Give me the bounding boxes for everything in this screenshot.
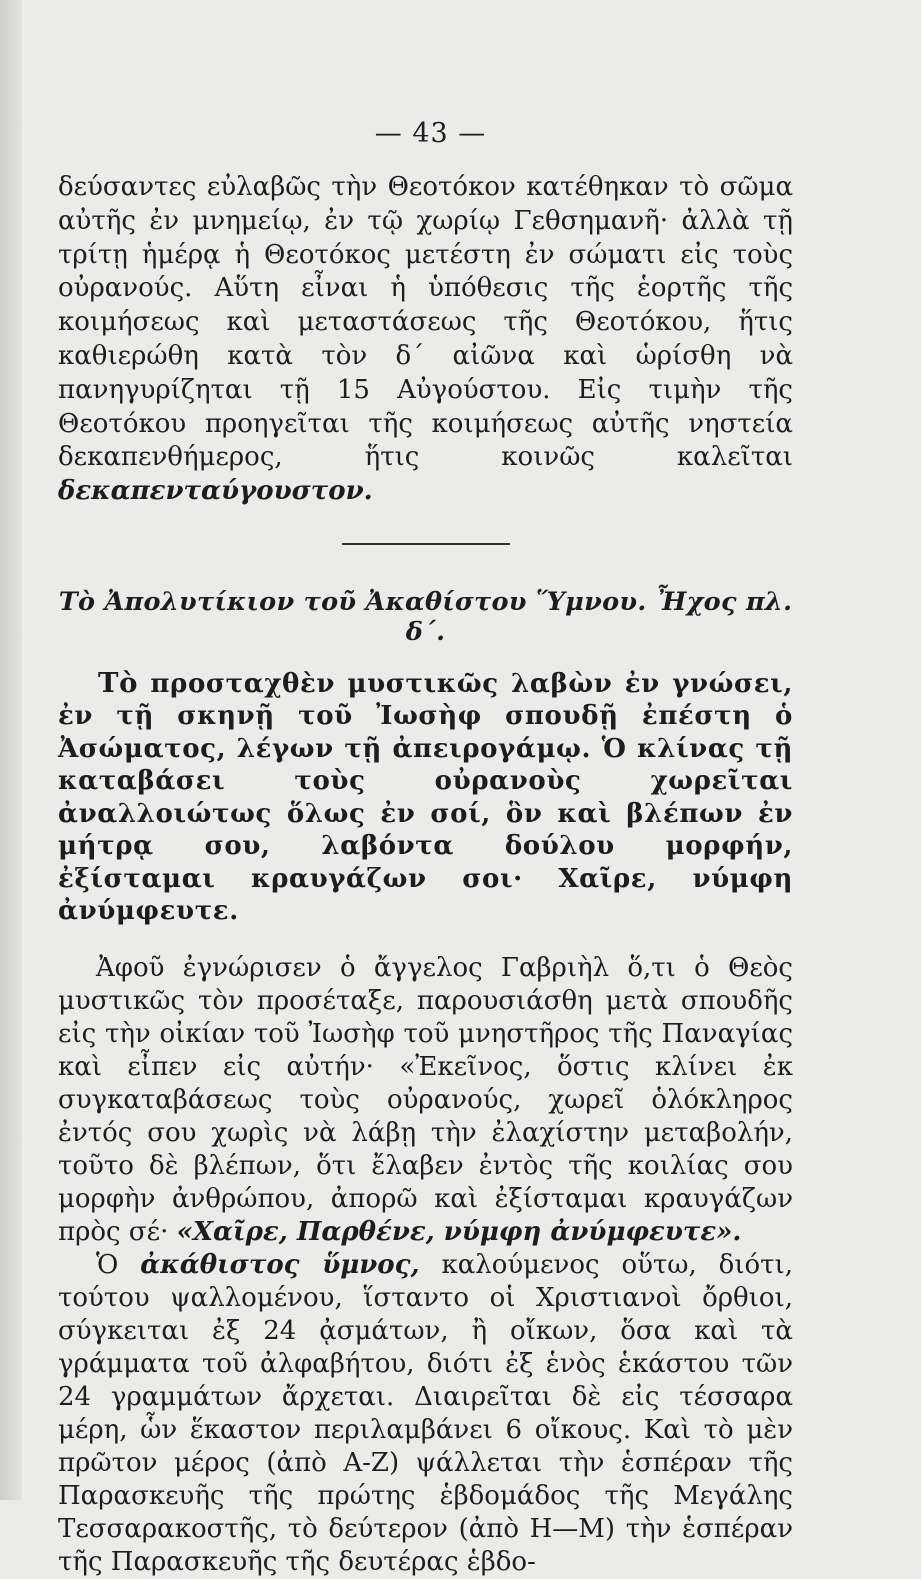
akathist-bold-term: ἀκάθιστος ὕμνος,	[140, 1249, 420, 1280]
hymn-text	[58, 667, 793, 928]
akathist-lead: Ὁ	[96, 1249, 119, 1280]
hymn-body: προσταχθὲν μυστικῶς λαβὼν ἐν γνώσει, ἐν τῇ σκηνῇ τοῦ Ἰωσὴφ σπουδῇ ἐπέστη ὁ Ἀσώματος, λέγων τῇ ἀπειρογάμῳ. Ὁ κλίνας τῇ καταβάσει τοὺς οὐρανοὺς χωρεῖται ἀναλλοιώτως ὅλως ἐν σοί, ὃν καὶ βλέπων ἐν μήτρᾳ σου, λαβόντα δούλου μορφήν, ἐξίσταμαι κραυγάζων σοι· Χαῖρε, νύμφη ἀνύμφευτε.	[58, 668, 793, 927]
page-binding-edge	[0, 0, 22, 1500]
akathist-text: καλούμενος οὕτω, διότι, τούτου ψαλλομένου, ἵσταντο οἱ Χριστιανοὶ ὄρθιοι, σύγκειται ἐξ 24 ᾀσμάτων, ἢ οἴκων, ὅσα καὶ τὰ γράμματα τοῦ ἀλφαβήτου, διότι ἐξ ἑνὸς ἑκάστου τῶν 24 γραμμάτων ἄρχεται. Διαιρεῖται δὲ εἰς τέσσαρα μέρη, ὧν ἕκαστον περιλαμβάνει 6 οἴκους. Καὶ τὸ μὲν πρῶτον μέρος (ἀπὸ Α-Ζ) ψάλλεται τὴν ἑσπέραν τῆς Παρασκευῆς τῆς πρώτης ἑβδομάδος τῆς Μεγάλης Τεσσαρακοστῆς, τὸ δεύτερον (ἀπὸ Η—Μ) τὴν ἑσπέραν τῆς Παρασκευῆς τῆς δευτέρας ἑβδο-	[58, 1249, 794, 1577]
hymn-opening: Τὸ	[98, 666, 139, 699]
book-page	[58, 118, 793, 1579]
intro-paragraph	[58, 171, 793, 509]
explanation-bold-quote: «Χαῖρε, Παρθένε, νύμφη ἀνύμφευτε».	[176, 1216, 742, 1247]
section-divider	[342, 543, 510, 545]
intro-bold-word: δεκαπενταύγουστον.	[58, 476, 373, 507]
explanation-paragraph	[58, 952, 793, 1249]
page-number: — 43 —	[374, 118, 487, 149]
explanation-text: Ἀφοῦ ἐγνώρισεν ὁ ἄγγελος Γαβριὴλ ὅ,τι ὁ Θεὸς μυστικῶς τὸν προσέταξε, παρουσιάσθη μετὰ σπουδῆς εἰς τὴν οἰκίαν τοῦ Ἰωσὴφ τοῦ μνηστῆρος τῆς Παναγίας καὶ εἶπεν εἰς αὐτήν· «Ἐκεῖνος, ὅστις κλίνει ἐκ συγκαταβάσεως τοὺς οὐρανούς, χωρεῖ ὁλόκληρος ἐντός σου χωρὶς νὰ λάβῃ τὴν ἐλαχίστην μεταβολήν, τοῦτο δὲ βλέπων, ὅτι ἔλαβεν ἐντὸς τῆς κοιλίας σου μορφὴν ἀνθρώπου, ἀπορῶ καὶ ἐξίσταμαι κραυγάζων πρὸς σέ·	[58, 952, 793, 1247]
akathist-paragraph	[58, 1249, 793, 1579]
hymn-title: Τὸ Ἀπολυτίκιον τοῦ Ἀκαθίστου Ὕμνου. Ἦχος πλ. δ΄.	[58, 586, 793, 647]
intro-text: δεύσαντες εὐλαβῶς τὴν Θεοτόκον κατέθηκαν τὸ σῶμα αὐτῆς ἐν μνημείῳ, ἐν τῷ χωρίῳ Γεθσημανῆ· ἀλλὰ τῇ τρίτῃ ἡμέρᾳ ἡ Θεοτόκος μετέστη ἐν σώματι εἰς τοὺς οὐρανούς. Αὕτη εἶναι ἡ ὑπόθεσις τῆς ἑορτῆς τῆς κοιμήσεως καὶ μεταστάσεως τῆς Θεοτόκου, ἥτις καθιερώθη κατὰ τὸν δ΄ αἰῶνα καὶ ὡρίσθη νὰ πανηγυρίζηται τῇ 15 Αὐγούστου. Εἰς τιμὴν τῆς Θεοτόκου προηγεῖται τῆς κοιμήσεως αὐτῆς νηστεία δεκαπενθήμερος, ἥτις κοινῶς καλεῖται	[58, 172, 793, 473]
